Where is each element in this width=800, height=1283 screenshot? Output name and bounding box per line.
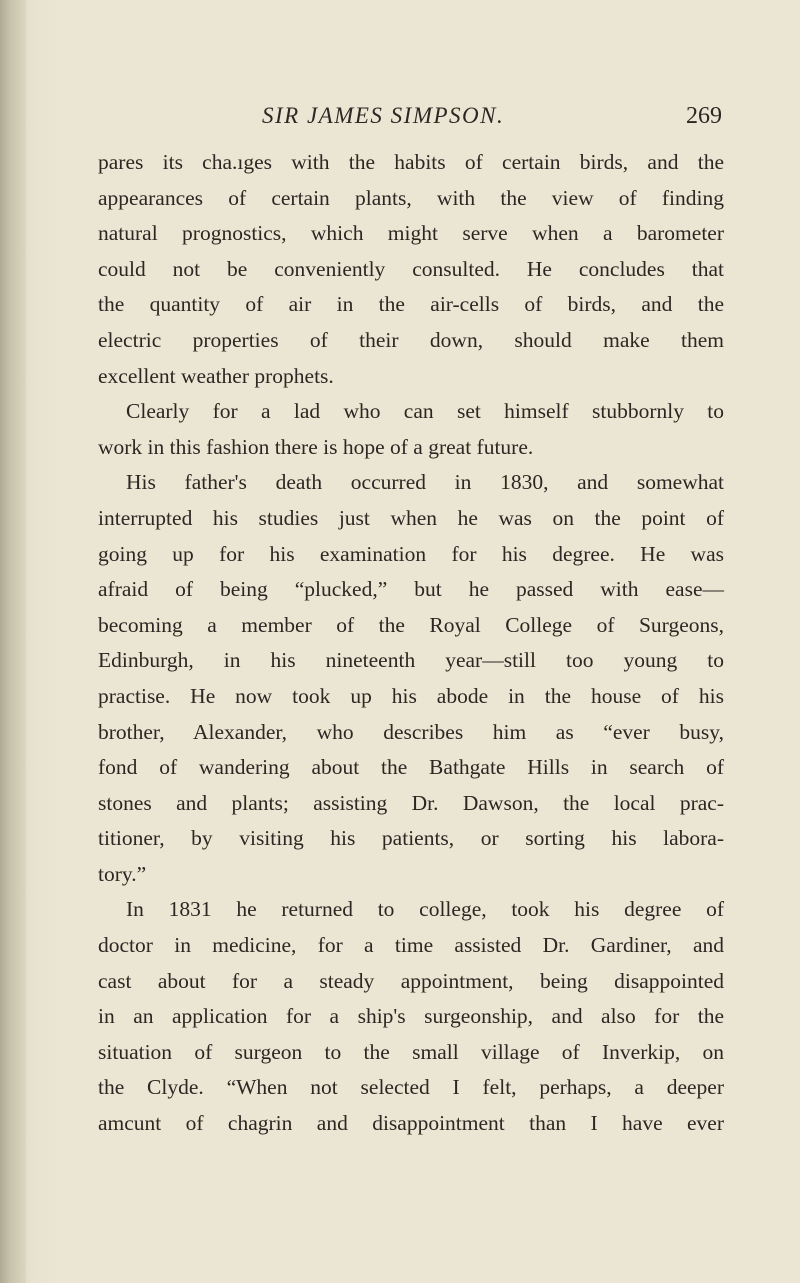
page-header bbox=[262, 103, 722, 135]
text-line: going up for his examination for his degree. He was bbox=[98, 541, 724, 566]
text-line: could not be conveniently consulted. He concludes that bbox=[98, 256, 724, 281]
running-title: SIR JAMES SIMPSON. bbox=[262, 103, 505, 128]
page-spine-shadow bbox=[0, 0, 26, 1283]
text-line: brother, Alexander, who describes him as “ever busy, bbox=[98, 719, 724, 744]
text-line: In 1831 he returned to college, took his degree of bbox=[126, 897, 724, 922]
text-line: Clearly for a lad who can set himself stubbornly to bbox=[126, 399, 724, 424]
text-line: becoming a member of the Royal College of Surgeons, bbox=[98, 612, 724, 637]
text-line: stones and plants; assisting Dr. Dawson, the local prac- bbox=[98, 790, 724, 815]
text-line: the quantity of air in the air-cells of birds, and the bbox=[98, 292, 724, 317]
text-line: natural prognostics, which might serve when a barometer bbox=[98, 221, 724, 246]
text-line: appearances of certain plants, with the view of finding bbox=[98, 185, 724, 210]
text-line: excellent weather prophets. bbox=[98, 363, 334, 388]
text-line: fond of wandering about the Bathgate Hills in search of bbox=[98, 755, 724, 780]
text-line: practise. He now took up his abode in the house of his bbox=[98, 683, 724, 708]
text-line: cast about for a steady appointment, being disappointed bbox=[98, 968, 724, 993]
text-line: electric properties of their down, should make them bbox=[98, 327, 724, 352]
text-line: interrupted his studies just when he was on the point of bbox=[98, 505, 724, 530]
text-line: pares its cha.ıges with the habits of certain birds, and the bbox=[98, 150, 724, 174]
page-number: 269 bbox=[686, 103, 722, 129]
text-line: doctor in medicine, for a time assisted Dr. Gardiner, and bbox=[98, 933, 724, 958]
text-line: situation of surgeon to the small village of Inverkip, on bbox=[98, 1039, 724, 1064]
text-line: Edinburgh, in his nineteenth year—still too young to bbox=[98, 648, 724, 673]
text-line: His father's death occurred in 1830, and somewhat bbox=[126, 470, 724, 495]
body-text bbox=[98, 145, 724, 1142]
text-line: tory.” bbox=[98, 861, 147, 886]
text-line: in an application for a ship's surgeonship, and also for the bbox=[98, 1004, 724, 1029]
text-line: afraid of being “plucked,” but he passed with ease— bbox=[98, 577, 724, 602]
text-line: titioner, by visiting his patients, or sorting his labora- bbox=[98, 826, 724, 851]
text-line: amcunt of chagrin and disappointment than I have ever bbox=[98, 1111, 724, 1136]
text-line: work in this fashion there is hope of a great future. bbox=[98, 434, 534, 459]
text-line: the Clyde. “When not selected I felt, perhaps, a deeper bbox=[98, 1075, 724, 1100]
